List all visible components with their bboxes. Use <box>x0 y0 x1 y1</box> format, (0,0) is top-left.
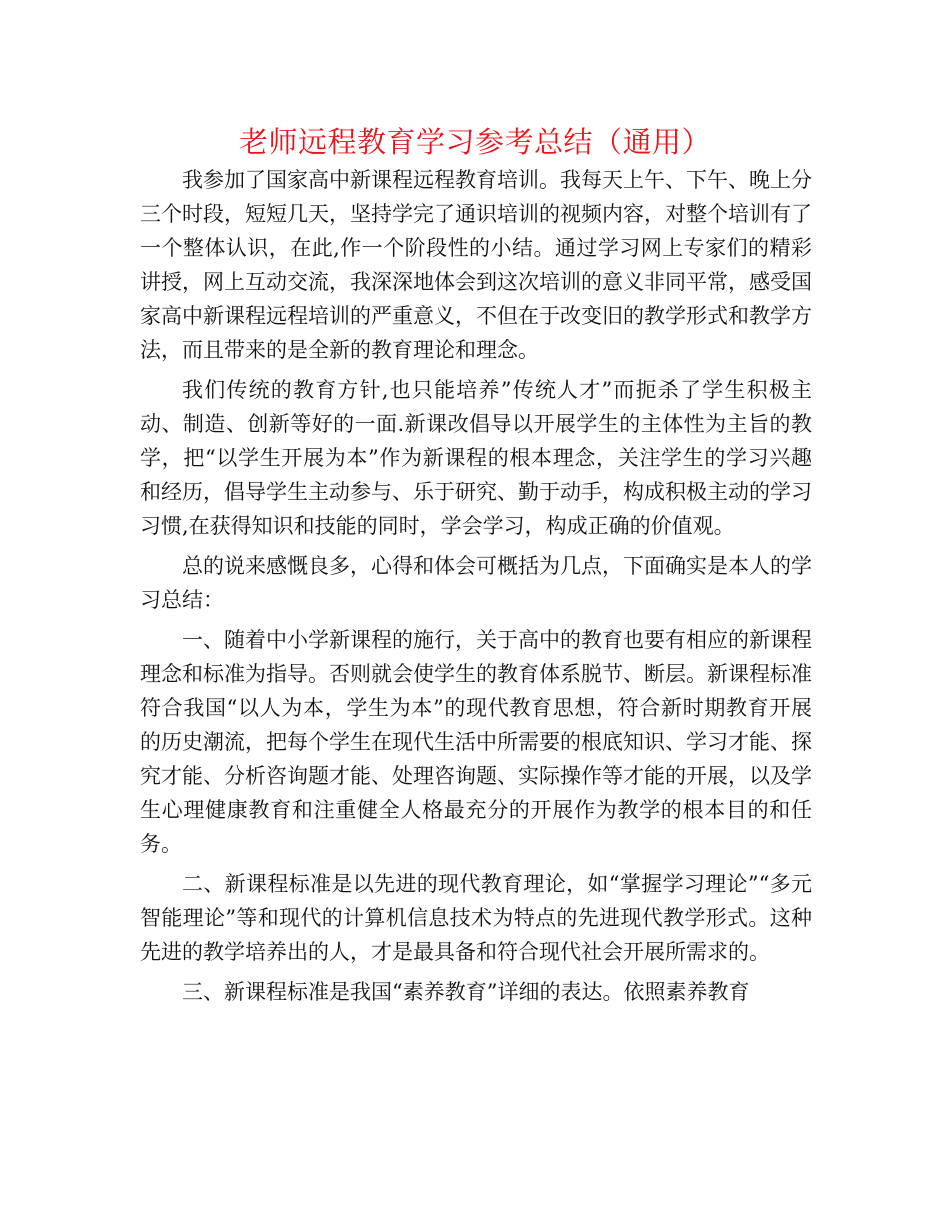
paragraph-6: 三、新课程标准是我国“素养教育”详细的表达。依照素养教育 <box>182 980 750 1004</box>
paragraph-2: 我们传统的教育方针,也只能培养”传统人才”而扼杀了学生积极主动、制造、创新等好的一面.新课改倡导以开展学生的主体性为主旨的教学，把“以学生开展为本”作为新课程的根本理念，关注学生的学习兴趣和经历，倡导学生主动参与、乐于研究、勤于动手，构成积极主动的学习习惯,在获得知识和技能的同时，学会学习，构成正确的价值观。 <box>140 378 812 538</box>
paragraph-3: 总的说来感慨良多，心得和体会可概括为几点，下面确实是本人的学习总结： <box>140 554 812 612</box>
paragraph-1: 我参加了国家高中新课程远程教育培训。我每天上午、下午、晚上分三个时段，短短几天，坚持学完了通识培训的视频内容，对整个培训有了一个整体认识，在此,作一个阶段性的小结。通过学习网上专家们的精彩讲授，网上互动交流，我深深地体会到这次培训的意义非同平常，感受国家高中新课程远程培训的严重意义，不但在于改变旧的教学形式和教学方法，而且带来的是全新的教育理论和理念。 <box>140 168 812 362</box>
paragraph-4: 一、随着中小学新课程的施行，关于高中的教育也要有相应的新课程理念和标准为指导。否则就会使学生的教育体系脱节、断层。新课程标准符合我国“以人为本，学生为本”的现代教育思想，符合新时期教育开展的历史潮流，把每个学生在现代生活中所需要的根底知识、学习才能、探究才能、分析咨询题才能、处理咨询题、实际操作等才能的开展，以及学生心理健康教育和注重健全人格最充分的开展作为教学的根本目的和任务。 <box>140 628 812 856</box>
document-title: 老师远程教育学习参考总结（通用） <box>238 125 711 159</box>
document-body <box>140 163 812 1015</box>
paragraph-5: 二、新课程标准是以先进的现代教育理论，如“掌握学习理论”“多元智能理论”等和现代的计算机信息技术为特点的先进现代教学形式。这种先进的教学培养出的人，才是最具备和符合现代社会开展所需求的。 <box>140 872 812 964</box>
